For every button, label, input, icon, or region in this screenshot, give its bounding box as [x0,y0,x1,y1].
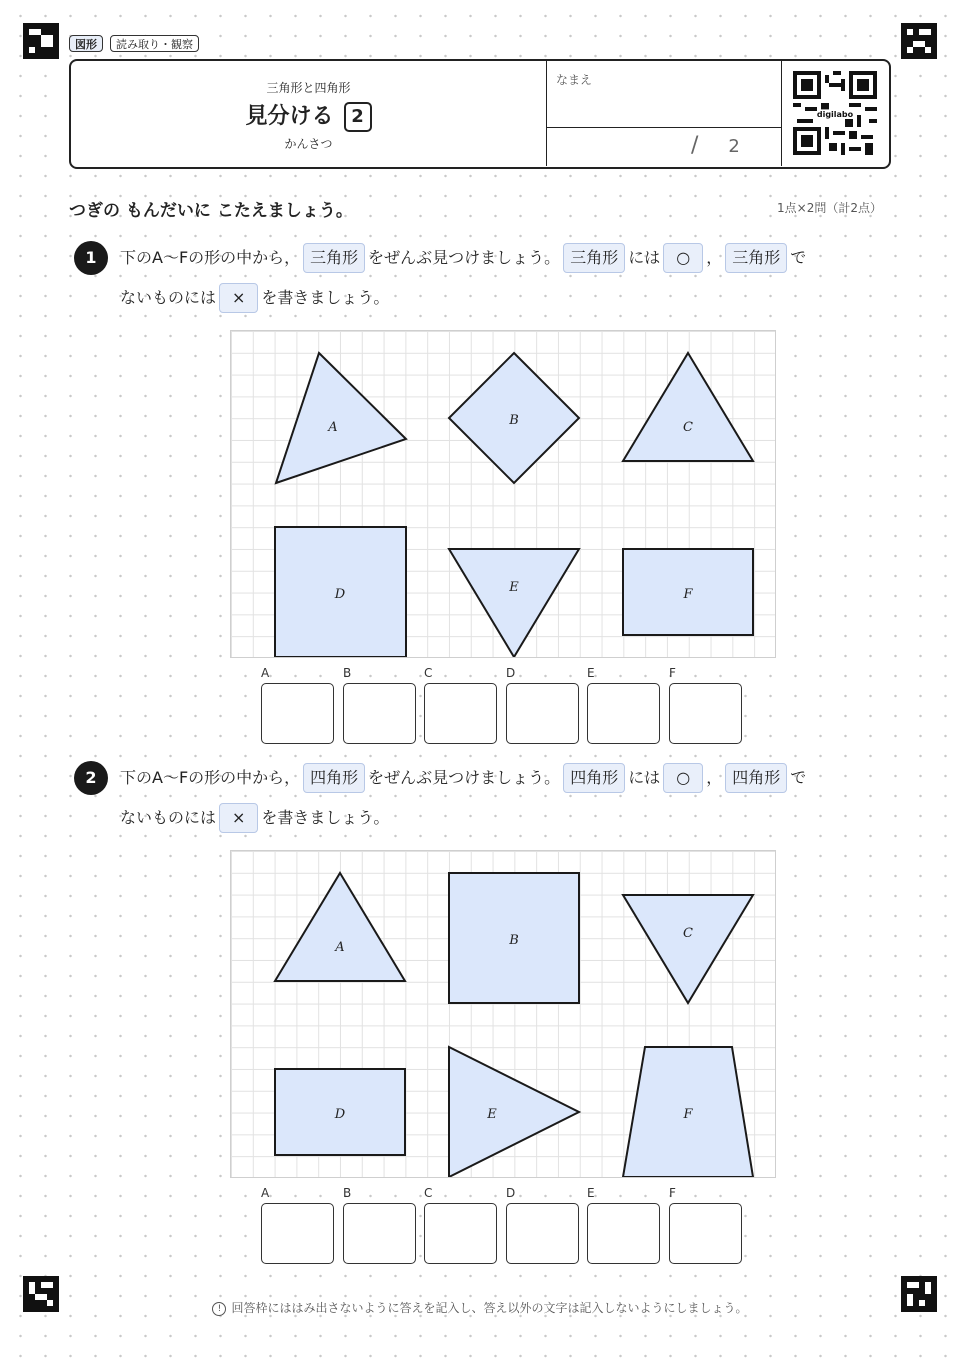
question-text-line1 [120,243,806,273]
shape-label: D [334,1107,346,1122]
answer-box-c[interactable] [424,683,497,744]
question-text: ないものには [120,808,217,827]
question-text: ないものには [120,288,217,307]
worksheet-header [69,59,891,169]
question-text-line2 [120,283,389,313]
score-slash: / [691,133,699,158]
answer-label: D [506,666,516,680]
shape-c-triangle [623,895,753,1003]
shape-label: F [683,1107,693,1122]
answer-label: B [343,1186,352,1200]
footer-note [0,1299,960,1316]
answer-box-e[interactable] [587,683,660,744]
question-number: 2 [74,761,108,795]
shape-label: D [334,587,346,602]
shape-label: A [328,420,338,435]
answer-box-a[interactable] [261,683,334,744]
question-text: を書きましょう。 [261,808,390,827]
answer-box-a[interactable] [261,1203,334,1264]
answer-box-f[interactable] [669,683,742,744]
points-text: 1点×2問（計2点） [777,201,882,215]
divider [781,61,782,166]
answer-label: A [261,666,270,680]
score-field[interactable] [691,133,740,158]
question-text: には [628,768,661,787]
cross-symbol-box: × [219,803,258,833]
shape-label: C [683,926,693,941]
divider [546,127,781,128]
question-text: 下のA〜Fの形の中から， [120,248,301,267]
shape-e-triangle [449,1047,579,1177]
question-text: ， [706,248,723,267]
answer-label: F [669,666,676,680]
shape-grid-q1 [230,330,776,658]
answer-box-c[interactable] [424,1203,497,1264]
circle-symbol-box: ○ [663,243,703,273]
question-text: をぜんぶ見つけましょう。 [368,768,561,787]
skill-tag: 読み取り・観察 [110,35,199,52]
shape-label: F [683,587,693,602]
qr-code-icon [793,71,877,155]
answer-box-b[interactable] [343,1203,416,1264]
corner-marker-top-left [23,23,59,59]
answer-box-d[interactable] [506,1203,579,1264]
question-text: には [628,248,661,267]
keyword-box: 三角形 [303,243,365,273]
worksheet-subtitle: 三角形と四角形 [266,81,351,95]
question-text-line1 [120,763,806,793]
shape-a-triangle [275,873,405,981]
question-text: で [790,768,807,787]
question-text-line2 [120,803,389,833]
instruction-text: つぎの もんだいに こたえましょう。 [69,201,353,221]
qr-label: digilabo [816,110,854,119]
shape-label: C [683,420,693,435]
shape-label: B [509,933,519,948]
circle-symbol-box: ○ [663,763,703,793]
info-icon: ! [212,1302,226,1316]
question-text: で [790,248,807,267]
shape-label: B [509,413,519,428]
question-text: をぜんぶ見つけましょう。 [368,248,561,267]
answer-label: E [587,666,595,680]
answer-label: C [424,1186,433,1200]
answer-label: F [669,1186,676,1200]
worksheet-title [71,99,546,132]
shape-grid-q2 [230,850,776,1178]
answer-box-d[interactable] [506,683,579,744]
answer-label: B [343,666,352,680]
keyword-box: 三角形 [725,243,787,273]
shapes-figure-q1 [231,331,775,657]
question-number: 1 [74,241,108,275]
question-text: ， [706,768,723,787]
category-tag: 図形 [69,35,103,52]
answer-label: D [506,1186,516,1200]
answer-label: A [261,1186,270,1200]
question-text: 下のA〜Fの形の中から， [120,768,301,787]
worksheet-kana: かんさつ [284,137,333,151]
name-field-label: なまえ [556,73,593,87]
shape-c-triangle [623,353,753,461]
answer-label: E [587,1186,595,1200]
answer-box-b[interactable] [343,683,416,744]
keyword-box: 四角形 [725,763,787,793]
worksheet-number: 2 [344,102,372,132]
footer-text: 回答枠にははみ出さないように答えを記入し、答え以外の文字は記入しないようにしましょう。 [231,1301,748,1315]
shape-label: E [509,580,519,595]
shape-label: E [487,1107,497,1122]
corner-marker-top-right [901,23,937,59]
keyword-box: 三角形 [563,243,625,273]
answer-label: C [424,666,433,680]
keyword-box: 四角形 [303,763,365,793]
shape-a-triangle [276,353,406,483]
name-field[interactable] [547,89,780,126]
shape-label: A [335,940,345,955]
cross-symbol-box: × [219,283,258,313]
keyword-box: 四角形 [563,763,625,793]
question-text: を書きましょう。 [261,288,390,307]
shape-e-triangle [449,549,579,657]
answer-box-f[interactable] [669,1203,742,1264]
title-area [71,61,546,166]
answer-box-e[interactable] [587,1203,660,1264]
score-total: 2 [728,136,740,157]
shapes-figure-q2 [231,851,775,1177]
title-text: 見分ける [245,104,334,129]
